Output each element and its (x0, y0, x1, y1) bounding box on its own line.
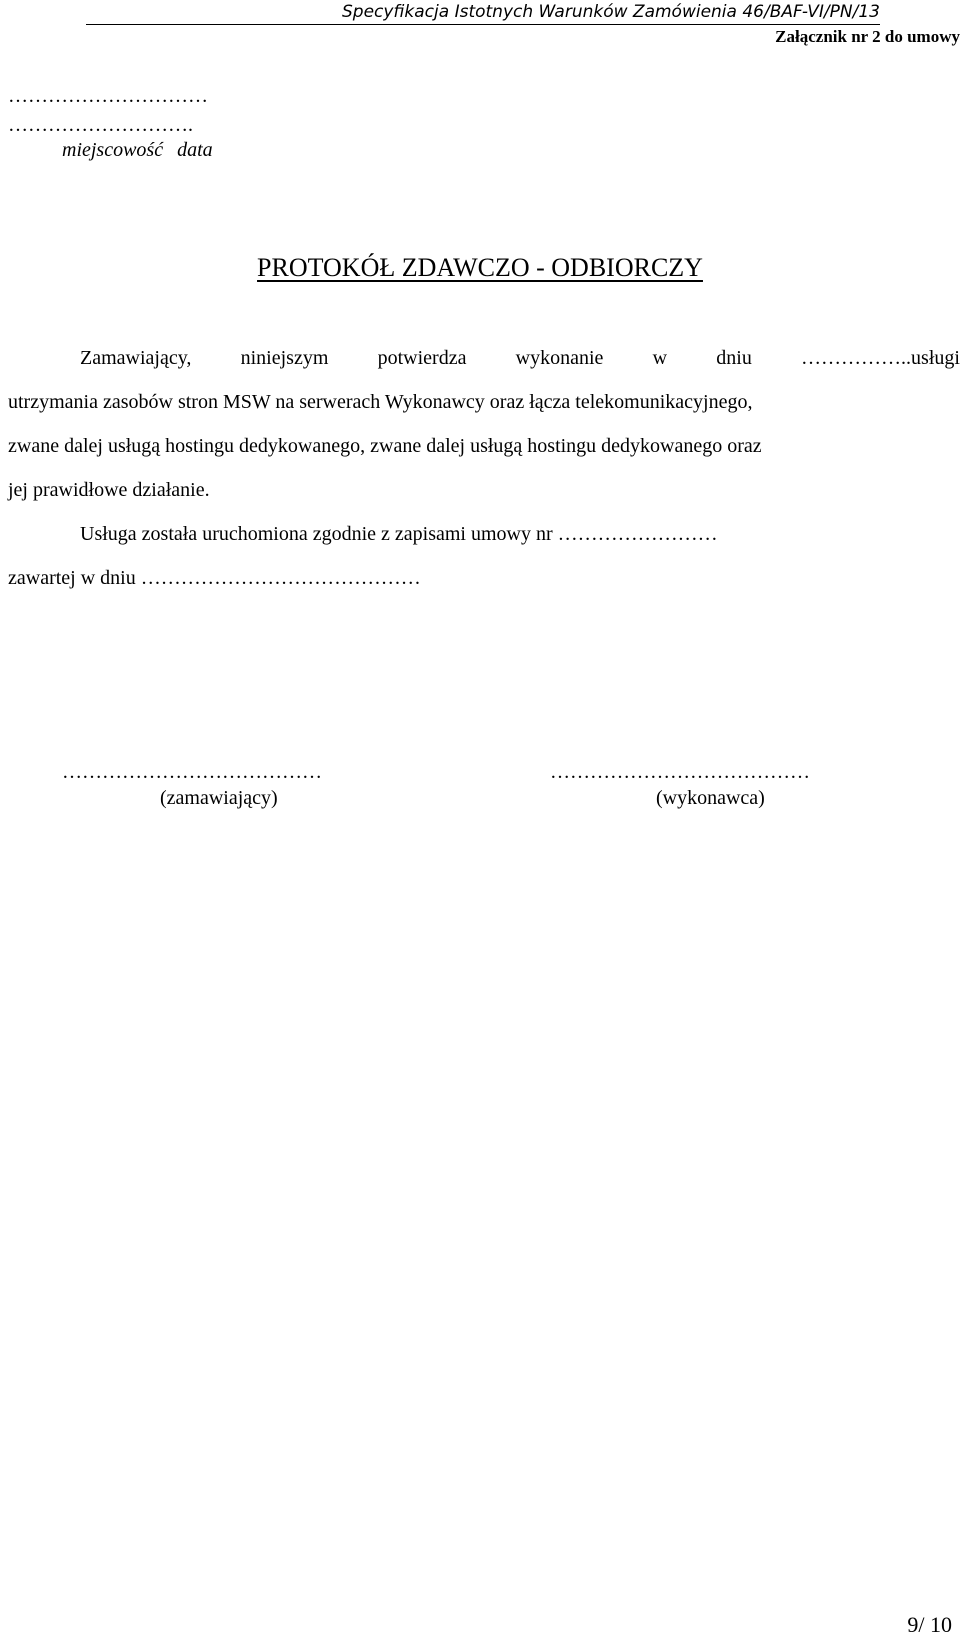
date-label: data (177, 139, 213, 161)
attachment-header: Załącznik nr 2 do umowy (775, 27, 960, 46)
paragraph1-line1 (80, 346, 960, 370)
document-title: PROTOKÓŁ ZDAWCZO - ODBIORCZY (257, 253, 703, 282)
word: niniejszym (240, 347, 329, 369)
contracting-party-label: (zamawiający) (160, 787, 278, 809)
paragraph2-line2: zawartej w dniu …………………………………… (8, 567, 421, 589)
paragraph1-line2: utrzymania zasobów stron MSW na serwerach Wykonawcy oraz łącza telekomunikacyjnego, (8, 391, 753, 413)
page-number: 9/ 10 (907, 1612, 952, 1637)
place-label: miejscowość (62, 139, 164, 161)
paragraph2-line1: Usługa została uruchomiona zgodnie z zapisami umowy nr …………………… (80, 523, 718, 545)
paragraph1-line3: zwane dalej usługą hostingu dedykowanego, zwane dalej usługą hostingu dedykowanego oraz (8, 435, 762, 457)
specification-header: Specyfikacja Istotnych Warunków Zamówienia 46/BAF-VI/PN/13 (86, 0, 880, 25)
word: ……………..usługi (801, 347, 960, 369)
word: wykonanie (515, 347, 604, 369)
contractor-signature-line: ………………………………… (550, 761, 810, 783)
contracting-party-signature-line: ………………………………… (62, 761, 322, 783)
word: Zamawiający, (80, 347, 192, 369)
place-dots-line: ………………………… (8, 85, 208, 107)
contractor-label: (wykonawca) (656, 787, 765, 809)
word: potwierdza (377, 347, 467, 369)
word: w (652, 347, 668, 369)
paragraph1-line4: jej prawidłowe działanie. (8, 479, 210, 501)
date-dots-line: ………………………. (8, 114, 193, 136)
place-date-caption (62, 138, 213, 162)
word: dniu (716, 347, 752, 369)
